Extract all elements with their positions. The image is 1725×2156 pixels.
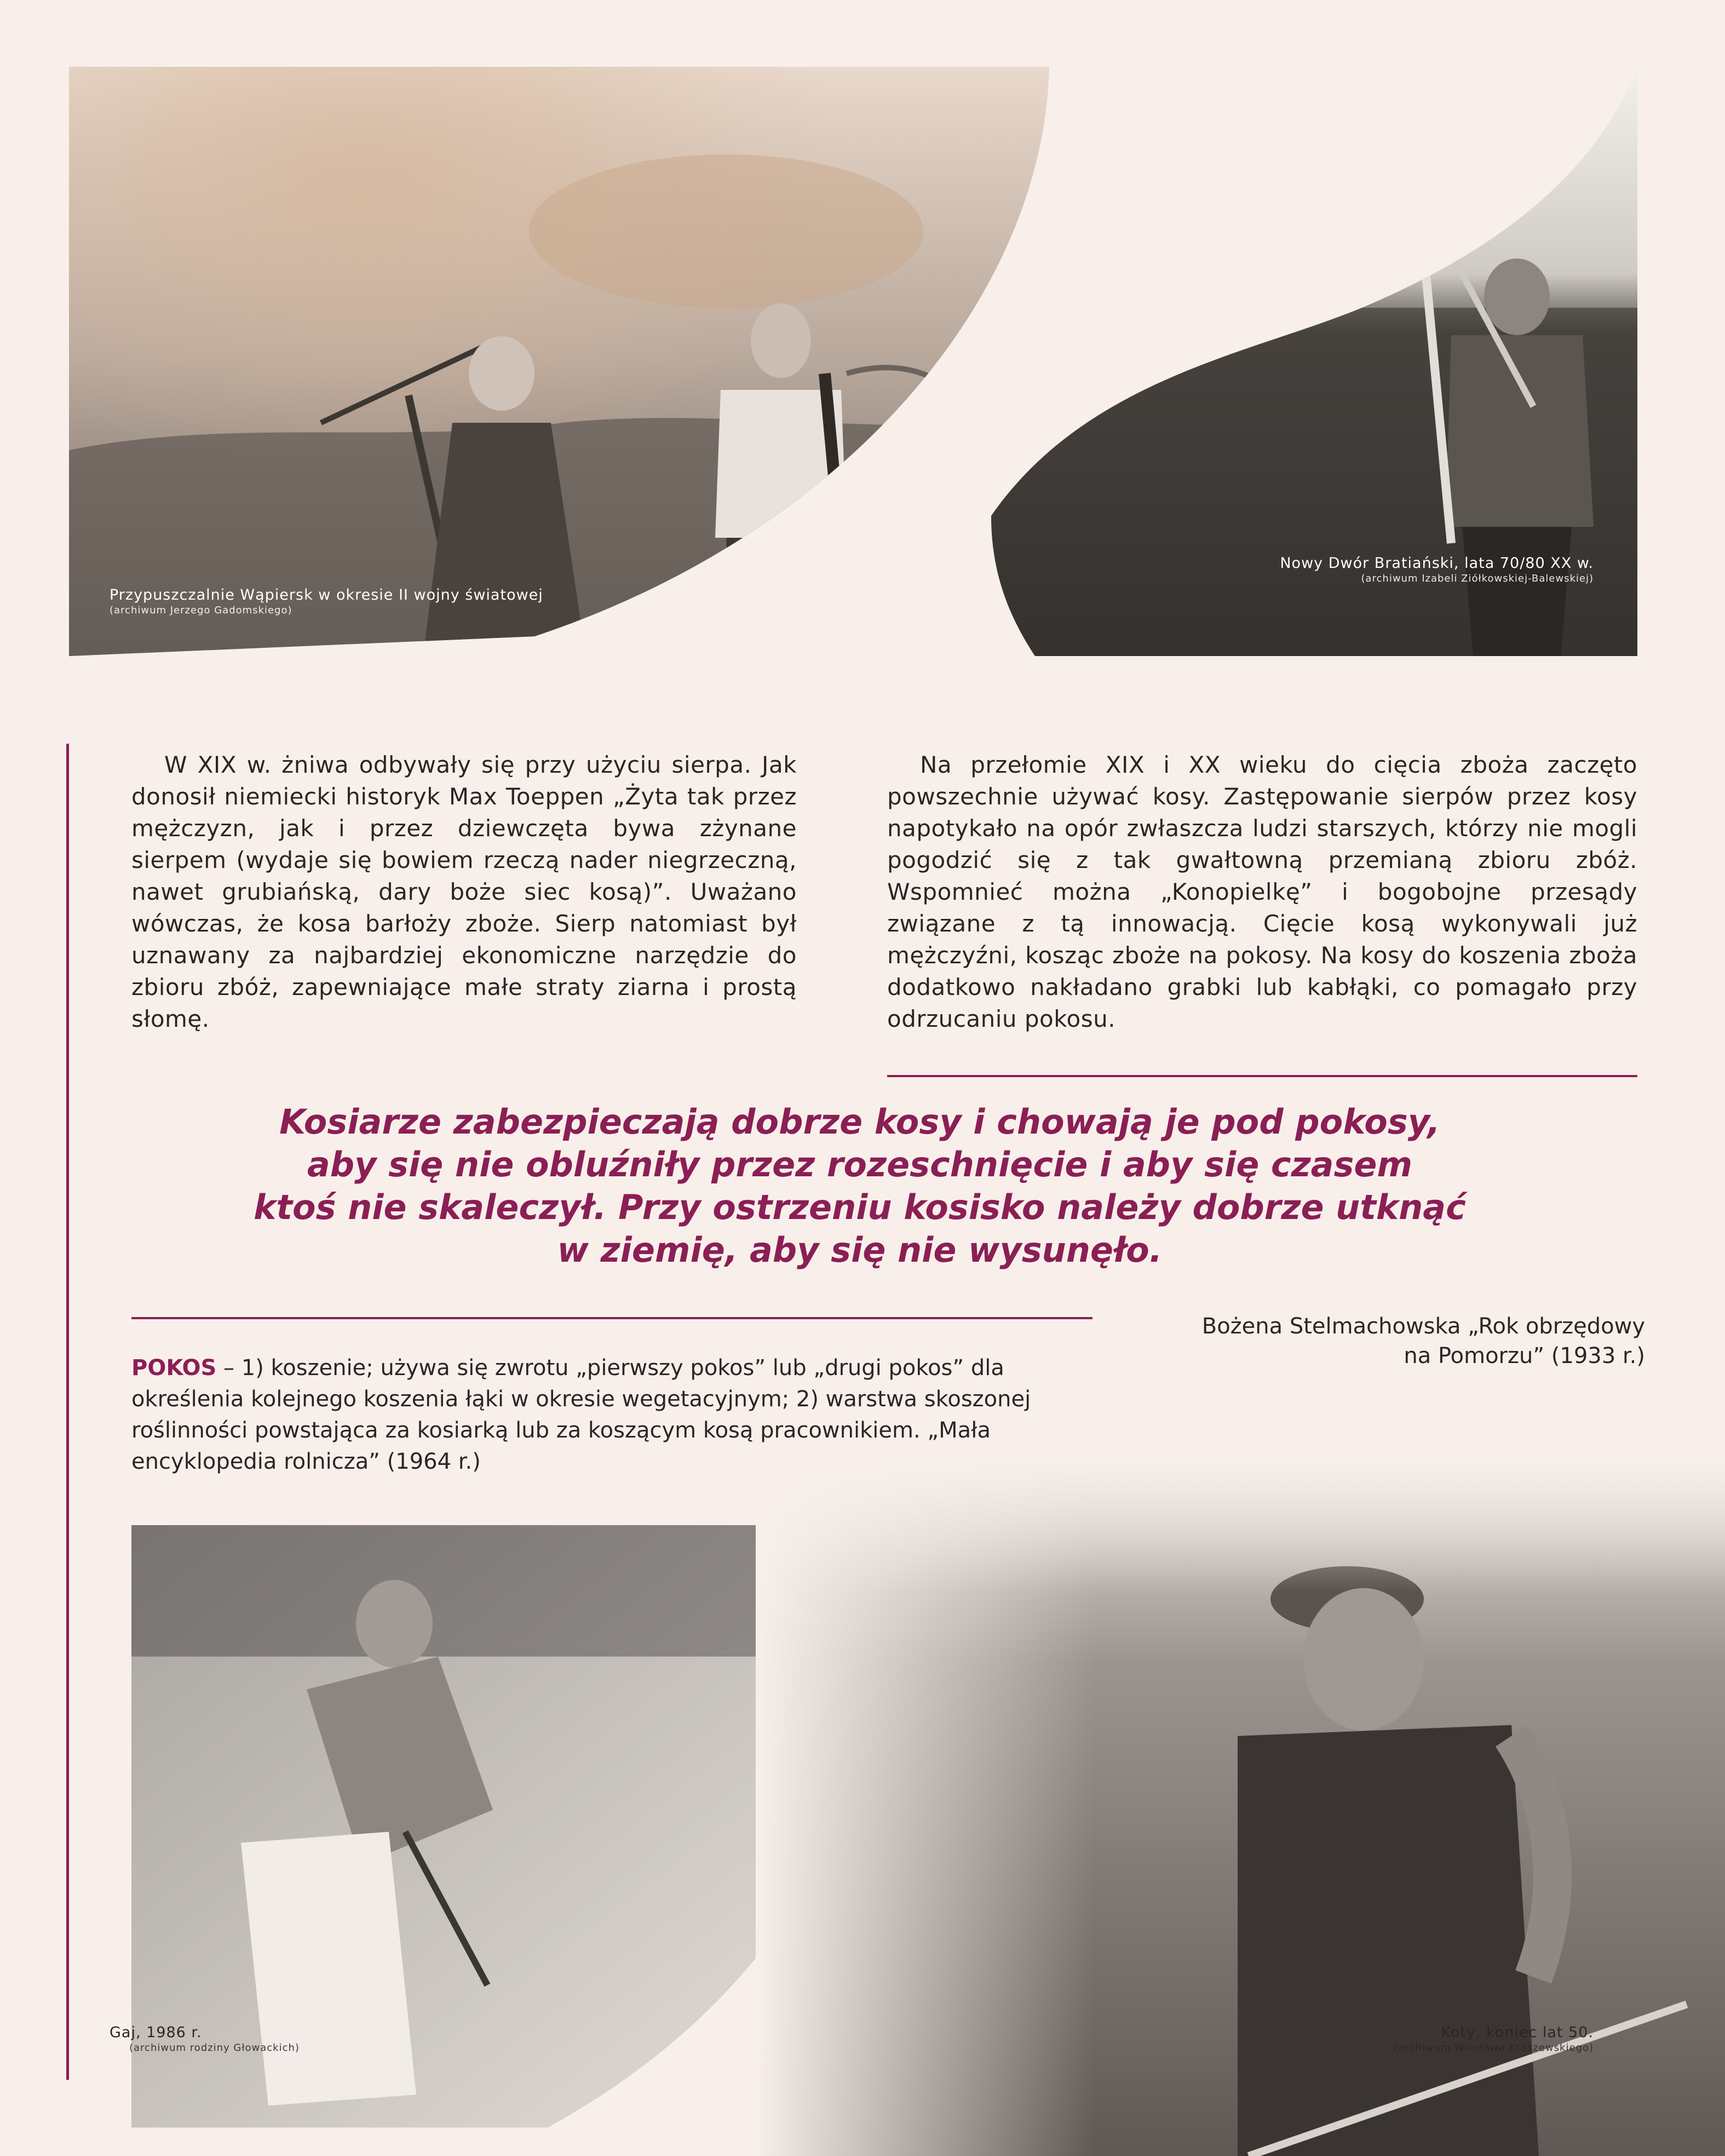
photo-wapiersk — [69, 67, 1049, 656]
left-accent-line — [66, 744, 69, 2080]
caption-title: Przypuszczalnie Wąpiersk w okresie II wojny światowej — [110, 587, 543, 603]
caption-credit: (archiwum rodziny Głowackich) — [129, 2042, 300, 2054]
photo-caption-gaj — [110, 2023, 493, 2054]
photo-caption-wapiersk — [110, 586, 602, 617]
definition-term: POKOS — [131, 1355, 217, 1381]
definition-text: – 1) koszenie; używa się zwrotu „pierwszy pokos” lub „drugi pokos” dla określenia kolejnego koszenia łąki w okresie wegetacyjnym; 2) warstwa skoszonej roślinności powstająca za kosiarką lub za koszącym kosą pracownikiem. „Mała encyklopedia rolnicza” (1964 r.) — [131, 1355, 1031, 1474]
quote-source — [1152, 1312, 1645, 1371]
quote-line: Kosiarze zabezpieczają dobrze kosy i chowają je pod pokosy, — [279, 1102, 1440, 1142]
quote-source-line: na Pomorzu” (1933 r.) — [1404, 1343, 1645, 1369]
caption-credit: (archiwum Izabeli Ziółkowskiej-Balewskiej) — [1361, 573, 1594, 584]
quote-line: ktoś nie skaleczył. Przy ostrzeniu kosisko należy dobrze utknąć — [254, 1187, 1466, 1227]
caption-title: Gaj, 1986 r. — [110, 2024, 202, 2041]
photo-caption-koty — [1210, 2023, 1594, 2054]
quote-block — [230, 1101, 1490, 1272]
caption-title: Koty, koniec lat 50. — [1441, 2024, 1594, 2041]
divider-right — [887, 1075, 1637, 1077]
divider-left — [131, 1317, 1092, 1319]
quote-source-line: Bożena Stelmachowska „Rok obrzędowy — [1201, 1314, 1645, 1339]
caption-credit: (archiwum Jerzego Gadomskiego) — [110, 605, 292, 616]
paragraph-scythe: Na przełomie XIX i XX wieku do cięcia zboża zaczęto powszechnie używać kosy. Zastępowanie sierpów przez kosy napotykało na opór zwłaszcza ludzi starszych, którzy nie mogli pogodzić się z tak gwałtowną przemianą zbioru zbóż. Wspomnieć można „Konopielkę” i bogobojne przesądy związane z tą innowacją. Cięcie kosą wykonywali już mężczyźni, kosząc zboże na pokosy. Na kosy do koszenia zboża dodatkowo nakładano grabki lub kabłąki, co pomagało przy odrzucaniu pokosu. — [887, 751, 1637, 1032]
caption-title: Nowy Dwór Bratiański, lata 70/80 XX w. — [1280, 555, 1594, 572]
quote-line: aby się nie obluźniły przez rozeschnięcie i aby się czasem — [307, 1145, 1413, 1185]
paragraph-sickle: W XIX w. żniwa odbywały się przy użyciu sierpa. Jak donosił niemiecki historyk Max Toeppen „Żyta tak przez mężczyzn, jak i przez dziewczęta bywa zżynane sierpem (wydaje się bowiem rzeczą nader niegrzeczną, nawet grubiańską, dary boże siec kosą)”. Uważano wówczas, że kosa barłoży zboże. Sierp natomiast był uznawany za najbardziej ekonomiczne narzędzie do zbioru zbóż, zapewniające małe straty ziarna i prostą słomę. — [131, 751, 797, 1032]
photo-caption-nowy-dwor — [1101, 554, 1594, 585]
caption-credit: (archiwum Wiesława Kraszewskiego) — [1394, 2042, 1594, 2054]
quote-line: w ziemię, aby się nie wysunęło. — [557, 1230, 1163, 1270]
